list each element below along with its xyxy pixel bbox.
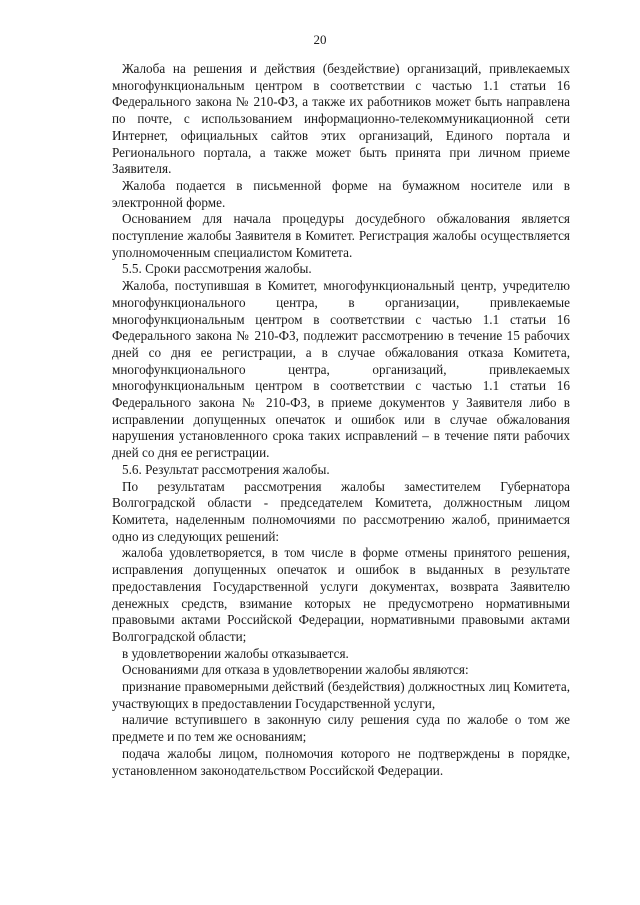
paragraph-ground-unconfirmed-authority: подача жалобы лицом, полномочия которого не подтверждены в порядке, установленном законодательством Российской Федерации.	[112, 745, 570, 778]
paragraph-complaint-rejected: в удовлетворении жалобы отказывается.	[122, 645, 349, 661]
paragraph-complaint-satisfied: жалоба удовлетворяется, в том числе в форме отмены принятого решения, исправления допущенных опечаток и ошибок в выданных в результате предоставления Государственной услуги документах, возврата Заявителю денежных средств, взимание которых не предусмотрено нормативными правовыми актами Российской Федерации, нормативными правовыми актами Волгоградской области;	[112, 545, 570, 644]
body-text	[112, 61, 570, 779]
paragraph-complaint-submission: Жалоба на решения и действия (бездействие) организаций, привлекаемых многофункциональным центром в соответствии с частью 1.1 статьи 16 Федерального закона № 210-ФЗ, а также их работников может быть направлена по почте, с использованием информационно-телекоммуникационной сети Интернет, официальных сайтов этих организаций, Единого портала и Регионального портала, а также может быть принята при личном приеме Заявителя.	[112, 61, 570, 177]
paragraph-ground-court-decision: наличие вступившего в законную силу решения суда по жалобе о том же предмете и по тем же основаниям;	[112, 712, 570, 745]
paragraph-review-decisions: По результатам рассмотрения жалобы заместителем Губернатора Волгоградской области - председателем Комитета, должностным лицом Комитета, наделенным полномочиями по рассмотрению жалоб, принимается одно из следующих решений:	[112, 478, 570, 544]
page-number: 20	[313, 32, 327, 47]
paragraph-rejection-grounds: Основаниями для отказа в удовлетворении жалобы являются:	[122, 662, 469, 678]
paragraph-ground-lawful-actions: признание правомерными действий (бездействия) должностных лиц Комитета, участвующих в предоставлении Государственной услуги,	[112, 679, 570, 711]
paragraph-review-deadline: Жалоба, поступившая в Комитет, многофункциональный центр, учредителю многофункционального центра, в организации, привлекаемые многофункциональным центром в соответствии с частью 1.1 статьи 16 Федерального закона № 210-ФЗ, подлежит рассмотрению в течение 15 рабочих дней со дня ее регистрации, а в случае обжалования отказа Комитета, многофункционального центра, организаций, привлекаемых многофункциональным центром в соответствии с частью 1.1 статьи 16 Федерального закона № 210-ФЗ, в приеме документов у Заявителя либо в исправлении допущенных опечаток и ошибок или в случае обжалования нарушения установленного срока таких исправлений – в течение пяти рабочих дней со дня ее регистрации.	[112, 278, 570, 461]
section-heading-review-terms: 5.5. Сроки рассмотрения жалобы.	[122, 261, 312, 277]
paragraph-appeal-basis: Основанием для начала процедуры досудебного обжалования является поступление жалобы Заявителя в Комитет. Регистрация жалобы осуществляется уполномоченным специалистом Комитета.	[112, 211, 570, 260]
section-heading-review-result: 5.6. Результат рассмотрения жалобы.	[122, 461, 330, 477]
paragraph-complaint-form: Жалоба подается в письменной форме на бумажном носителе или в электронной форме.	[112, 177, 570, 210]
